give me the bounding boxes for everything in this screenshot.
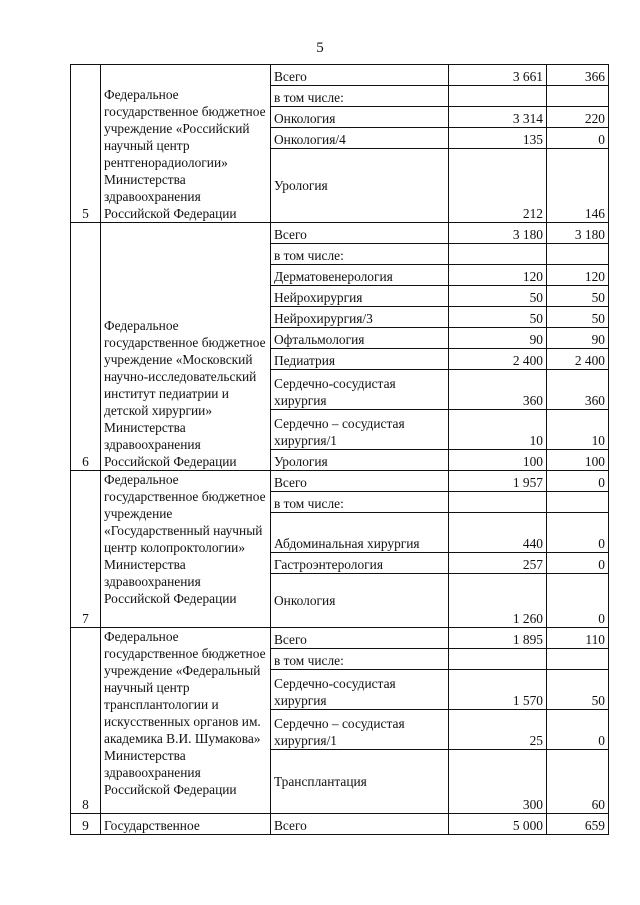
total-value: 10 [449,410,547,450]
secondary-value: 90 [547,328,609,349]
allocation-table [70,64,609,835]
total-value [449,649,547,670]
total-value: 90 [449,328,547,349]
total-value: 3 314 [449,107,547,128]
secondary-value: 659 [547,814,609,835]
secondary-value: 0 [547,128,609,149]
secondary-value: 50 [547,670,609,710]
profile-cell: Сердечно – сосудистая хирургия/1 [271,710,449,750]
secondary-value [547,649,609,670]
secondary-value: 0 [547,710,609,750]
total-value: 50 [449,307,547,328]
table-row [71,223,609,244]
total-value [449,244,547,265]
total-value: 2 400 [449,349,547,370]
secondary-value: 366 [547,65,609,86]
profile-cell: в том числе: [271,649,449,670]
secondary-value: 110 [547,628,609,649]
profile-cell: в том числе: [271,492,449,513]
total-value: 440 [449,513,547,553]
row-number: 8 [71,628,101,814]
profile-cell: Сердечно-сосудистая хирургия [271,670,449,710]
profile-cell: Гастроэнтерология [271,553,449,574]
total-value: 3 661 [449,65,547,86]
secondary-value: 0 [547,574,609,628]
total-value: 257 [449,553,547,574]
total-value: 3 180 [449,223,547,244]
total-value: 1 895 [449,628,547,649]
total-value: 100 [449,450,547,471]
profile-cell: Офтальмология [271,328,449,349]
table-row [71,814,609,835]
secondary-value [547,492,609,513]
secondary-value: 0 [547,513,609,553]
total-value [449,492,547,513]
total-value [449,86,547,107]
secondary-value: 120 [547,265,609,286]
secondary-value: 146 [547,149,609,223]
total-value: 50 [449,286,547,307]
secondary-value: 50 [547,307,609,328]
row-number: 9 [71,814,101,835]
total-value: 25 [449,710,547,750]
secondary-value: 50 [547,286,609,307]
secondary-value: 0 [547,553,609,574]
profile-cell: Сердечно-сосудистая хирургия [271,370,449,410]
profile-cell: Урология [271,450,449,471]
profile-cell: Всего [271,814,449,835]
page-number: 5 [316,40,324,56]
organization-name: Федеральное государственное бюджетное учреждение «Российский научный центр рентгенорадиологии» Министерства здравоохранения Российской Федерации [101,65,271,223]
profile-cell: Урология [271,149,449,223]
secondary-value: 360 [547,370,609,410]
profile-cell: Всего [271,65,449,86]
profile-cell: в том числе: [271,244,449,265]
table-row [71,471,609,492]
organization-name: Федеральное государственное бюджетное учреждение «Государственный научный центр колопроктологии» Министерства здравоохранения Российской Федерации [101,471,271,628]
row-number: 7 [71,471,101,628]
total-value: 5 000 [449,814,547,835]
profile-cell: Нейрохирургия/3 [271,307,449,328]
secondary-value: 3 180 [547,223,609,244]
profile-cell: Дерматовенерология [271,265,449,286]
table-row [71,65,609,86]
profile-cell: Онкология/4 [271,128,449,149]
profile-cell: Онкология [271,107,449,128]
secondary-value: 220 [547,107,609,128]
profile-cell: Всего [271,223,449,244]
profile-cell: в том числе: [271,86,449,107]
secondary-value: 60 [547,750,609,814]
secondary-value: 100 [547,450,609,471]
profile-cell: Всего [271,471,449,492]
total-value: 212 [449,149,547,223]
secondary-value: 10 [547,410,609,450]
profile-cell: Педиатрия [271,349,449,370]
organization-name: Федеральное государственное бюджетное учреждение «Федеральный научный центр трансплантологии и искусственных органов им. академика В.И. Шумакова» Министерства здравоохранения Российской Федерации [101,628,271,814]
total-value: 135 [449,128,547,149]
profile-cell: Нейрохирургия [271,286,449,307]
profile-cell: Абдоминальная хирургия [271,513,449,553]
organization-name: Государственное [101,814,271,835]
total-value: 300 [449,750,547,814]
total-value: 1 570 [449,670,547,710]
secondary-value [547,86,609,107]
secondary-value [547,244,609,265]
total-value: 1 957 [449,471,547,492]
total-value: 360 [449,370,547,410]
row-number: 5 [71,65,101,223]
total-value: 1 260 [449,574,547,628]
table-row [71,628,609,649]
profile-cell: Сердечно – сосудистая хирургия/1 [271,410,449,450]
total-value: 120 [449,265,547,286]
secondary-value: 2 400 [547,349,609,370]
profile-cell: Всего [271,628,449,649]
secondary-value: 0 [547,471,609,492]
organization-name: Федеральное государственное бюджетное учреждение «Московский научно-исследовательский институт педиатрии и детской хирургии» Министерства здравоохранения Российской Федерации [101,223,271,471]
profile-cell: Трансплантация [271,750,449,814]
row-number: 6 [71,223,101,471]
profile-cell: Онкология [271,574,449,628]
